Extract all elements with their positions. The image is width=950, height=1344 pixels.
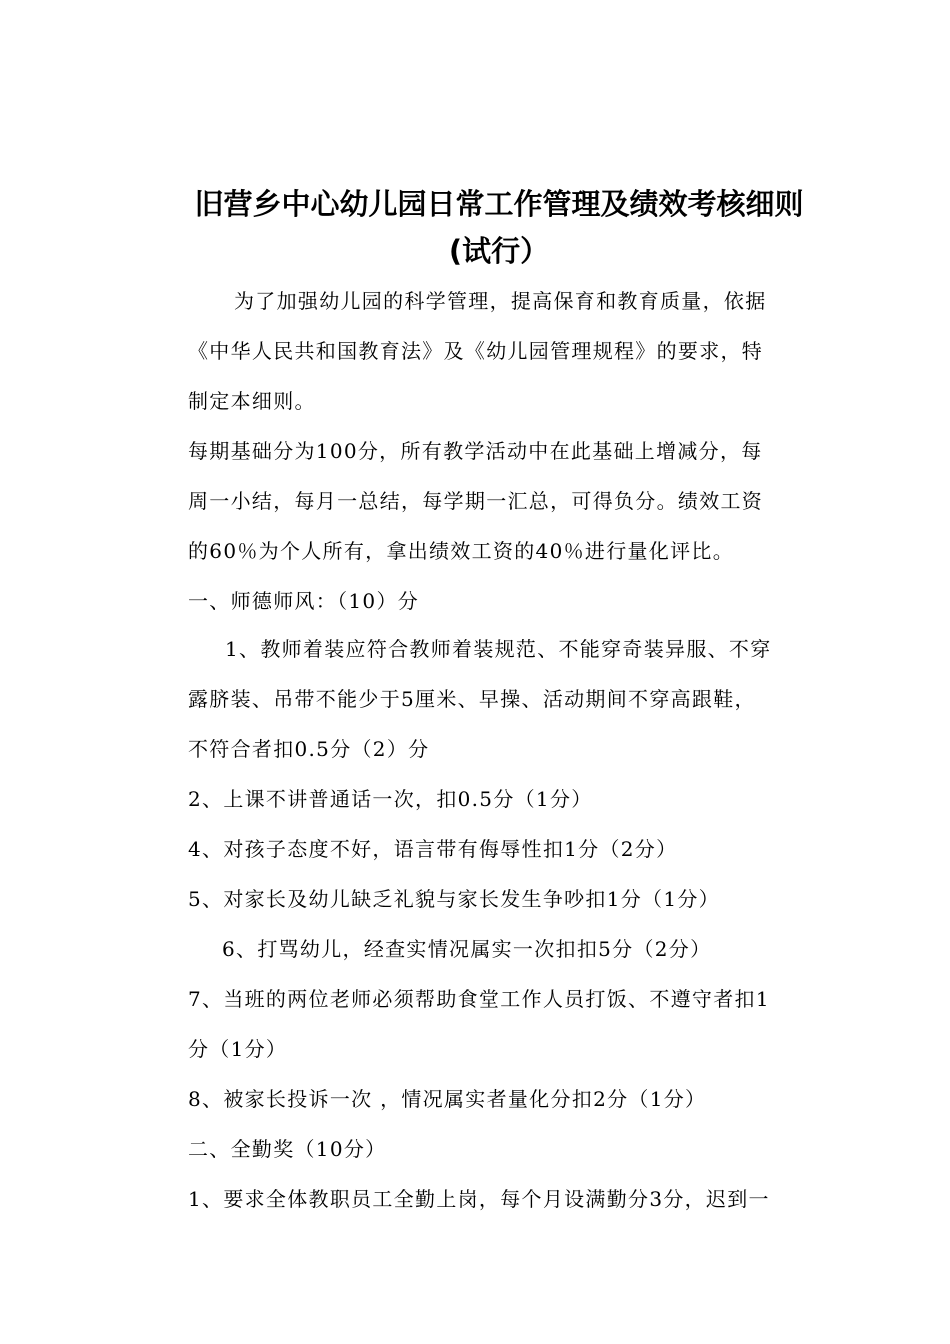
body-line: 不符合者扣0.5分（2）分	[188, 737, 430, 761]
body-line: 《中华人民共和国教育法》及《幼儿园管理规程》的要求，特	[188, 339, 764, 363]
body-line: 1、教师着装应符合教师着装规范、不能穿奇装异服、不穿	[225, 637, 772, 661]
body-line: 7、当班的两位老师必须帮助食堂工作人员打饭、不遵守者扣1	[188, 987, 770, 1011]
body-line: 分（1分）	[188, 1037, 288, 1061]
section-heading: 一、师德师风：（10）分	[188, 589, 420, 613]
body-line: 每期基础分为100分，所有教学活动中在此基础上增减分，每	[188, 439, 763, 463]
document-subtitle: (试行）	[448, 234, 550, 268]
body-line: 为了加强幼儿园的科学管理，提高保育和教育质量，依据	[234, 289, 767, 313]
body-line: 5、对家长及幼儿缺乏礼貌与家长发生争吵扣1分（1分）	[188, 887, 720, 911]
body-line: 6、打骂幼儿，经查实情况属实一次扣扣5分（2分）	[222, 937, 712, 961]
body-line: 8、被家长投诉一次 ，情况属实者量化分扣2分（1分）	[188, 1087, 707, 1111]
document-title: 旧营乡中心幼儿园日常工作管理及绩效考核细则	[194, 187, 804, 221]
body-line: 露脐装、吊带不能少于5厘米、早操、活动期间不穿高跟鞋，	[188, 687, 756, 711]
body-line: 4、对孩子态度不好，语言带有侮辱性扣1分（2分）	[188, 837, 678, 861]
body-line: 的60％为个人所有，拿出绩效工资的40％进行量化评比。	[188, 539, 734, 563]
body-line: 周一小结，每月一总结，每学期一汇总，可得负分。绩效工资	[188, 489, 764, 513]
body-line: 2、上课不讲普通话一次，扣0.5分（1分）	[188, 787, 593, 811]
section-heading: 二、全勤奖（10分）	[188, 1137, 387, 1161]
body-line: 制定本细则。	[188, 389, 316, 413]
body-line: 1、要求全体教职员工全勤上岗，每个月设满勤分3分，迟到一	[188, 1187, 770, 1211]
